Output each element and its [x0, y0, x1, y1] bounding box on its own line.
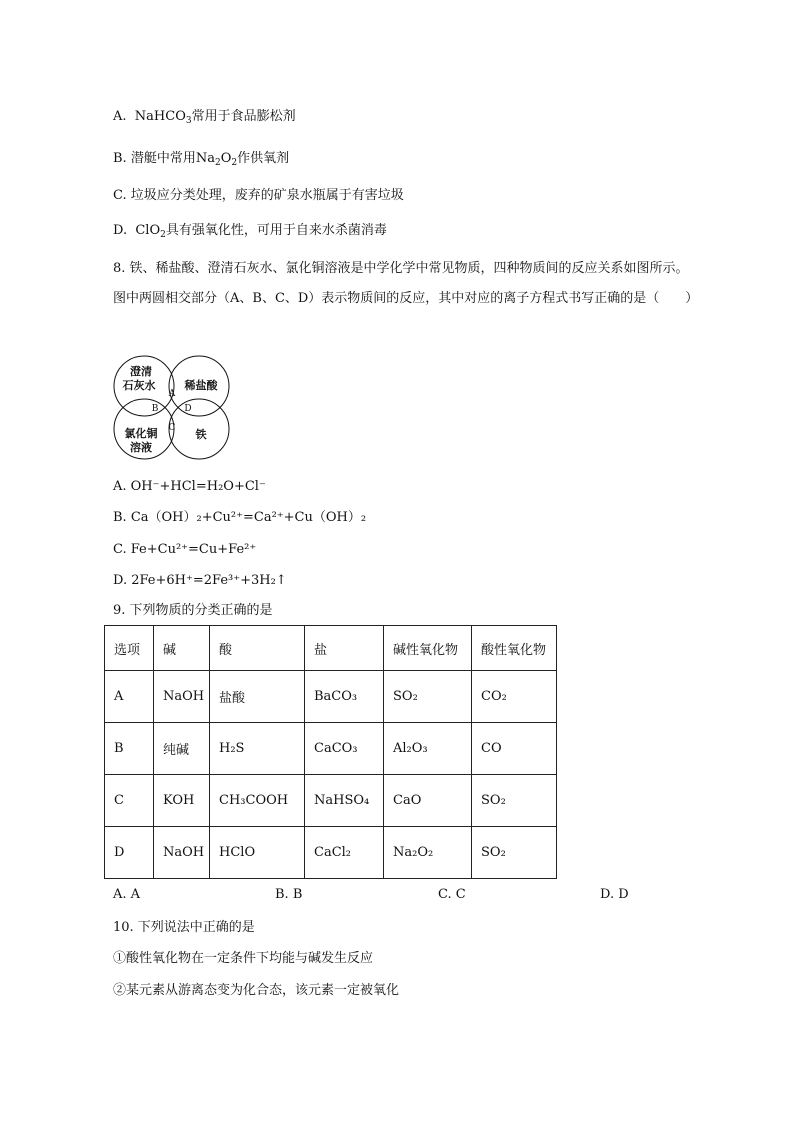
q9-answer-a: A. A	[113, 887, 141, 902]
table-cell: CaO	[384, 775, 472, 827]
venn-label-limewater-1: 澄清	[130, 365, 152, 378]
header-salt: 盐	[305, 626, 384, 671]
table-cell: BaCO₃	[305, 671, 384, 723]
q7-option-b: B. 潜艇中常用$Na_2O_2$作供氧剂	[113, 151, 290, 168]
table-cell: D	[105, 827, 154, 879]
q8-option-a: A. OH⁻+HCl=H₂O+Cl⁻	[113, 479, 266, 494]
q9-stem: 9. 下列物质的分类正确的是	[113, 603, 273, 618]
q7-option-d: D. ClO$_2$具有强氧化性，可用于自来水杀菌消毒	[113, 223, 387, 240]
q9-answer-d: D. D	[600, 887, 629, 902]
table-cell: NaHSO₄	[305, 775, 384, 827]
header-acidic-oxide: 酸性氧化物	[472, 626, 557, 671]
q9-answer-c: C. C	[438, 887, 466, 902]
table-cell: C	[105, 775, 154, 827]
venn-intersection-b: B	[151, 404, 159, 414]
q7-option-a: A. NaHCO$_3$常用于食品膨松剂	[113, 109, 296, 126]
table-cell: SO₂	[472, 827, 557, 879]
table-cell: Al₂O₃	[384, 723, 472, 775]
table-cell: B	[105, 723, 154, 775]
table-cell: H₂S	[210, 723, 305, 775]
table-cell: CaCO₃	[305, 723, 384, 775]
header-base: 碱	[154, 626, 210, 671]
table-row	[105, 827, 557, 879]
table-cell: CaCl₂	[305, 827, 384, 879]
table-cell: NaOH	[154, 827, 210, 879]
venn-intersection-a: A	[168, 389, 176, 399]
table-row	[105, 671, 557, 723]
table-cell: KOH	[154, 775, 210, 827]
q8-option-c: C. Fe+Cu²⁺=Cu+Fe²⁺	[113, 542, 257, 557]
header-option: 选项	[105, 626, 154, 671]
venn-label-copper-chloride-1: 氯化铜	[124, 427, 158, 440]
table-cell: SO₂	[384, 671, 472, 723]
table-cell: HClO	[210, 827, 305, 879]
q9-classification-table	[104, 625, 557, 879]
table-row	[105, 723, 557, 775]
q8-option-b: B. Ca（OH）₂+Cu²⁺=Ca²⁺+Cu（OH）₂	[113, 510, 367, 525]
venn-intersection-d: D	[184, 404, 192, 414]
table-row	[105, 775, 557, 827]
table-header-row	[105, 626, 557, 671]
venn-label-hydrochloric-acid: 稀盐酸	[184, 379, 218, 392]
q9-answer-b: B. B	[275, 887, 303, 902]
venn-intersection-c: C	[168, 423, 176, 433]
q10-stem: 10. 下列说法中正确的是	[113, 920, 255, 935]
header-acid: 酸	[210, 626, 305, 671]
q10-statement-1: ①酸性氧化物在一定条件下均能与碱发生反应	[113, 951, 374, 966]
table-cell: SO₂	[472, 775, 557, 827]
q10-statement-2: ②某元素从游离态变为化合态，该元素一定被氧化	[113, 983, 400, 998]
table-cell: 盐酸	[210, 671, 305, 723]
table-cell: Na₂O₂	[384, 827, 472, 879]
table-cell: A	[105, 671, 154, 723]
q8-stem: 8. 铁、稀盐酸、澄清石灰水、氯化铜溶液是中学化学中常见物质，四种物质间的反应关系如图所示。图中两圆相交部分（A、B、C、D）表示物质间的反应，其中对应的离子方程式书写正确的是（ ）	[113, 261, 699, 306]
venn-label-iron: 铁	[195, 428, 207, 441]
table-cell: CO	[472, 723, 557, 775]
venn-label-copper-chloride-2: 溶液	[130, 441, 152, 454]
q7-option-c: C. 垃圾应分类处理，废弃的矿泉水瓶属于有害垃圾	[113, 188, 404, 203]
table-cell: CH₃COOH	[210, 775, 305, 827]
q8-option-d: D. 2Fe+6H⁺=2Fe³⁺+3H₂↑	[113, 573, 287, 588]
venn-label-limewater-2: 石灰水	[122, 379, 156, 392]
q9-answer-options	[113, 887, 633, 905]
venn-diagram	[110, 352, 234, 464]
table-cell: 纯碱	[154, 723, 210, 775]
table-cell: CO₂	[472, 671, 557, 723]
header-basic-oxide: 碱性氧化物	[384, 626, 472, 671]
table-cell: NaOH	[154, 671, 210, 723]
